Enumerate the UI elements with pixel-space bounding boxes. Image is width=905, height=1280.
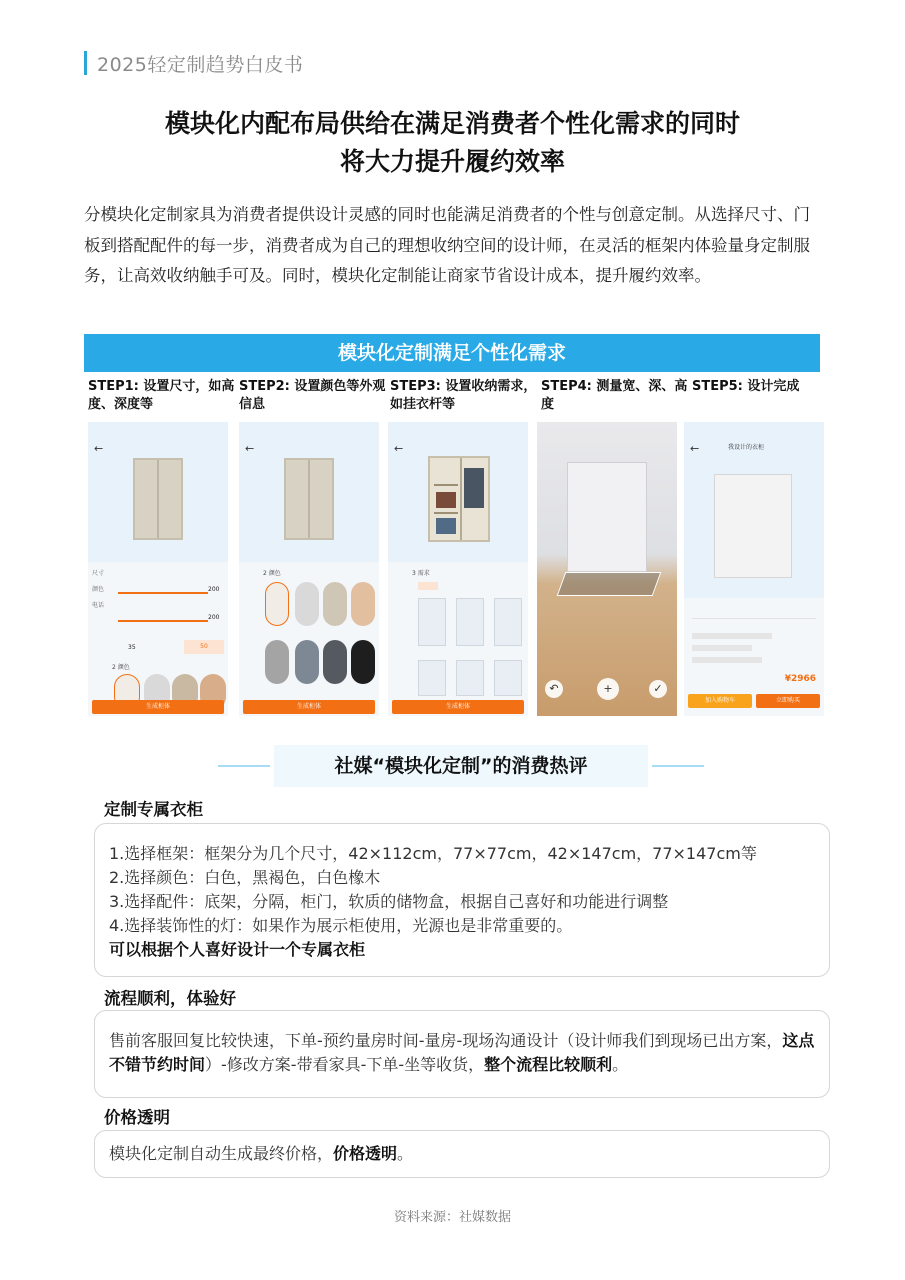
preview-area [239,422,379,562]
report-tag [84,50,303,76]
steps-panel [84,334,820,718]
swatch-black [351,640,375,684]
module-card [456,598,484,646]
swatch-beige [323,582,347,626]
step3-generate-button: 生成柜体 [392,700,524,714]
option-row-phone: 电话 [92,602,105,609]
step3-screenshot [388,422,528,716]
step1-generate-button: 生成柜体 [92,700,224,714]
review-line-3: 3.选择配件：底架，分隔，柜门，软质的储物盒，根据自己喜好和功能进行调整 [109,892,669,911]
review-highlight: 价格透明 [333,1144,398,1163]
swatch-blue-grey [295,640,319,684]
swatch-dark-grey [323,640,347,684]
color-section-label: 2 颜色 [263,570,281,577]
finished-wardrobe [714,474,792,578]
module-card [418,598,446,646]
design-title: 我设计的衣柜 [728,444,765,451]
step-label-5: STEP5: 设计完成 [692,379,800,394]
review-card-transparent-price [94,1130,830,1178]
step4-screenshot [537,422,677,716]
review-text-part: ）-修改方案-带看家具-下单-坐等收货， [205,1055,485,1074]
review-line-1: 1.选择框架：框架分为几个尺寸，42×112cm，77×77cm，42×147cm，77×147cm等 [109,844,757,863]
review-text-part: 售前客服回复比较快速，下单-预约量房时间-量房-现场沟通设计（设计师我们到现场已出方案， [109,1031,783,1050]
swatch-white [265,582,289,626]
section-title-smooth-process: 流程顺利，体验好 [104,989,236,1008]
section-title-custom-wardrobe: 定制专属衣柜 [104,800,203,819]
review-highlight: 整个流程比较顺利 [484,1055,613,1074]
step2-screenshot [239,422,379,716]
wardrobe-interior [428,456,490,542]
spec-list [692,618,816,668]
depth-value-2: 50 [184,640,224,654]
size-slider [118,592,208,594]
module-card [456,660,484,696]
depth-slider [118,620,208,622]
report-title: 2025轻定制趋势白皮书 [97,53,304,76]
step2-generate-button: 生成柜体 [243,700,375,714]
depth-value-1: 35 [128,644,136,651]
preview-area [388,422,528,562]
module-card [494,598,522,646]
accent-bar [84,51,87,75]
divider-left [218,765,270,767]
source-note: 资料来源：社媒数据 [393,1210,511,1225]
wardrobe-model [133,458,183,540]
step5-screenshot [684,422,824,716]
back-arrow-icon: ← [394,442,404,455]
option-row-color: 颜色 [92,586,105,593]
review-highlight: 可以根据个人喜好设计一个专属衣柜 [109,940,366,959]
step-label-4: STEP4: 测量宽、深、高度 [541,379,688,412]
back-arrow-icon: ← [245,442,255,455]
steps-banner: 模块化定制满足个性化需求 [84,334,820,372]
ar-wardrobe-box [567,462,647,572]
needs-section-label: 3 需求 [412,570,430,577]
undo-icon: ↶ [545,680,563,698]
step-label-3: STEP3: 设置收纳需求，如挂衣杆等 [390,379,537,412]
back-arrow-icon: ← [690,442,700,455]
buy-now-button: 立即购买 [756,694,820,708]
review-text-part: 模块化定制自动生成最终价格， [109,1144,334,1163]
title-line-1: 模块化内配布局供给在满足消费者个性化需求的同时 [164,109,740,138]
review-text-part: 。 [397,1144,414,1163]
size-value-2: 200 [208,614,220,621]
swatch-tan [351,582,375,626]
total-price: ¥2966 [784,674,816,684]
back-arrow-icon: ← [94,442,104,455]
review-line-4: 4.选择装饰性的灯：如果作为展示柜使用，光源也是非常重要的。 [109,916,573,935]
module-card [418,660,446,696]
step1-screenshot [88,422,228,716]
review-highlight: 这点不错节约时间 [109,1031,815,1074]
step-labels [88,378,824,418]
module-card [494,660,522,696]
size-value-1: 200 [208,586,220,593]
preview-area [88,422,228,562]
intro-paragraph: 分模块化定制家具为消费者提供设计灵感的同时也能满足消费者的个性与创意定制。从选择尺寸、门板到搭配配件的每一步，消费者成为自己的理想收纳空间的设计师，在灵活的框架内体验量身定制服务，让高效收纳触手可及。同时，模块化定制能让商家节省设计成本，提升履约效率。 [84,205,810,285]
page-title [0,105,905,181]
add-icon: + [597,678,619,700]
divider-right [652,765,704,767]
confirm-icon: ✓ [649,680,667,698]
step-label-1: STEP1: 设置尺寸，如高度、深度等 [88,379,235,412]
review-card-custom-wardrobe [94,823,830,977]
review-line-2: 2.选择颜色：白色，黑褐色，白色橡木 [109,868,381,887]
swatch-grey [265,640,289,684]
step-label-2: STEP2: 设置颜色等外观信息 [239,379,386,412]
reviews-heading: 社媒“模块化定制”的消费热评 [274,745,648,787]
floor-measure-area [557,572,662,596]
tab-chip [418,582,438,590]
add-to-cart-button: 加入购物车 [688,694,752,708]
review-card-smooth-process [94,1010,830,1098]
wardrobe-model [284,458,334,540]
swatch-light-grey [295,582,319,626]
color-section-label: 2 颜色 [112,664,130,671]
section-title-transparent-price: 价格透明 [104,1108,170,1127]
title-line-2: 将大力提升履约效率 [339,147,565,176]
review-text-part: 。 [612,1055,629,1074]
option-row-size: 尺寸 [92,570,105,577]
preview-area [684,422,824,598]
